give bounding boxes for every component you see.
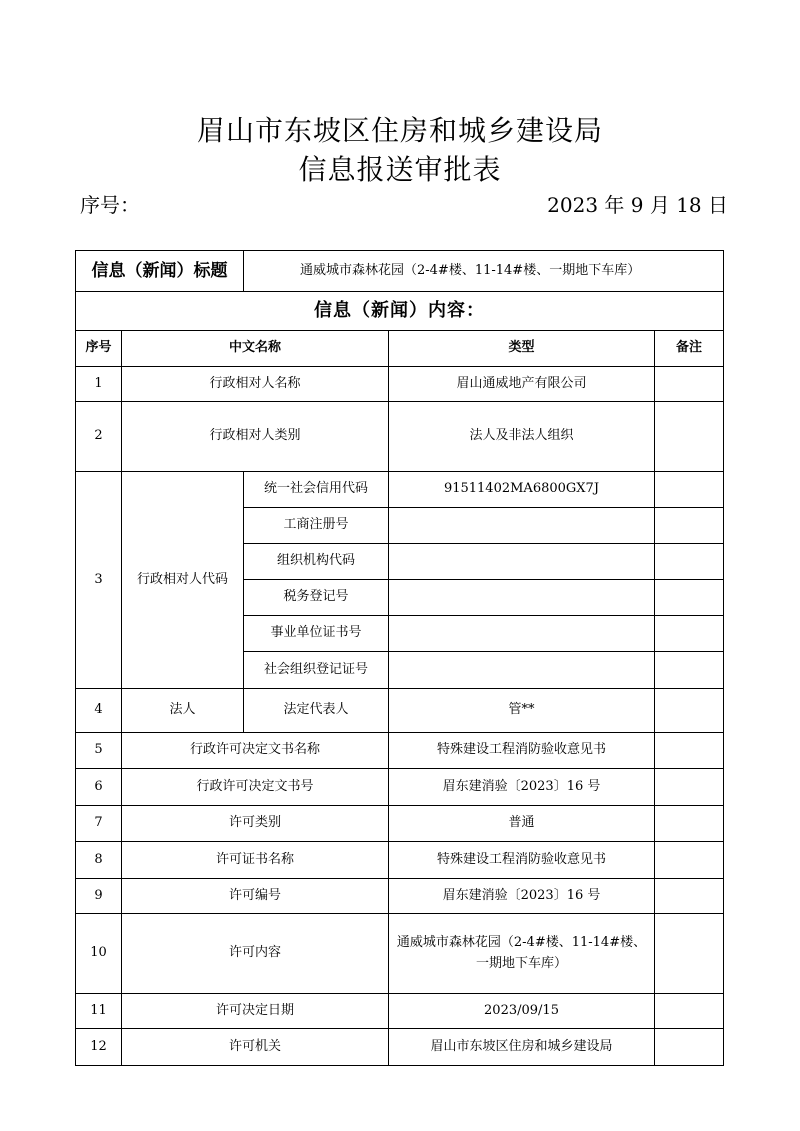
row-no: 12 <box>76 1029 122 1066</box>
document-title: 眉山市东坡区住房和城乡建设局 <box>196 114 603 147</box>
content-heading: 信息（新闻）内容： <box>76 292 724 331</box>
row-value: 普通 <box>389 806 655 842</box>
row-no: 7 <box>76 806 122 842</box>
subrow-value <box>389 580 655 616</box>
row-no: 3 <box>76 472 122 689</box>
row-name: 许可内容 <box>122 914 389 994</box>
col-header-remark: 备注 <box>655 331 724 367</box>
row-no: 2 <box>76 402 122 472</box>
row-remark <box>655 769 724 806</box>
subrow-name: 工商注册号 <box>244 508 389 544</box>
row-name: 许可证书名称 <box>122 842 389 879</box>
row-name: 法人 <box>122 689 244 733</box>
table-row <box>76 769 724 806</box>
row-name: 行政相对人代码 <box>122 472 244 689</box>
table-row <box>76 1029 724 1066</box>
content-heading-row <box>76 292 724 331</box>
row-remark <box>655 616 724 652</box>
table-row <box>76 806 724 842</box>
title-value: 通威城市森林花园（2-4#楼、11-14#楼、一期地下车库） <box>244 251 724 292</box>
table-row <box>76 842 724 879</box>
subrow-value <box>389 508 655 544</box>
row-value: 特殊建设工程消防验收意见书 <box>389 733 655 769</box>
table-row <box>76 472 724 508</box>
table-row <box>76 879 724 914</box>
row-value: 管** <box>389 689 655 733</box>
row-value <box>389 914 655 994</box>
serial-number-label: 序号： <box>80 193 140 217</box>
row-remark <box>655 367 724 402</box>
row-no: 5 <box>76 733 122 769</box>
subrow-name: 社会组织登记证号 <box>244 652 389 689</box>
row-value-line: 通威城市森林花园（2-4#楼、11-14#楼、 <box>396 935 647 951</box>
table-row <box>76 402 724 472</box>
row-remark <box>655 914 724 994</box>
subrow-name: 统一社会信用代码 <box>244 472 389 508</box>
approval-form-table <box>75 250 724 1066</box>
table-row <box>76 914 724 994</box>
row-remark <box>655 544 724 580</box>
subrow-name: 税务登记号 <box>244 580 389 616</box>
col-header-no: 序号 <box>76 331 122 367</box>
row-value: 眉山通威地产有限公司 <box>389 367 655 402</box>
row-name: 许可类别 <box>122 806 389 842</box>
subrow-value <box>389 652 655 689</box>
document-subtitle: 信息报送审批表 <box>298 153 502 186</box>
row-value: 眉东建消验〔2023〕16 号 <box>389 769 655 806</box>
row-remark <box>655 806 724 842</box>
row-no: 11 <box>76 994 122 1029</box>
subrow-value <box>389 544 655 580</box>
row-value: 特殊建设工程消防验收意见书 <box>389 842 655 879</box>
table-row <box>76 733 724 769</box>
row-no: 10 <box>76 914 122 994</box>
row-name: 行政相对人类别 <box>122 402 389 472</box>
subrow-name: 法定代表人 <box>244 689 389 733</box>
row-remark <box>655 402 724 472</box>
row-value: 法人及非法人组织 <box>389 402 655 472</box>
row-no: 1 <box>76 367 122 402</box>
row-value-line: 一期地下车库） <box>475 955 567 971</box>
subrow-name: 组织机构代码 <box>244 544 389 580</box>
col-header-name: 中文名称 <box>122 331 389 367</box>
row-value: 2023/09/15 <box>389 994 655 1029</box>
row-remark <box>655 1029 724 1066</box>
row-no: 9 <box>76 879 122 914</box>
row-name: 行政许可决定文书名称 <box>122 733 389 769</box>
row-name: 许可机关 <box>122 1029 389 1066</box>
subrow-value <box>389 616 655 652</box>
subrow-value: 91511402MA6800GX7J <box>389 472 655 508</box>
row-remark <box>655 994 724 1029</box>
row-no: 8 <box>76 842 122 879</box>
row-remark <box>655 652 724 689</box>
table-row <box>76 367 724 402</box>
row-remark <box>655 842 724 879</box>
row-no: 4 <box>76 689 122 733</box>
row-name: 许可决定日期 <box>122 994 389 1029</box>
table-row <box>76 994 724 1029</box>
row-remark <box>655 879 724 914</box>
document-date: 2023 年 9 月 18 日 <box>547 193 728 217</box>
col-header-type: 类型 <box>389 331 655 367</box>
row-value: 眉山市东坡区住房和城乡建设局 <box>389 1029 655 1066</box>
column-header-row <box>76 331 724 367</box>
row-value: 眉东建消验〔2023〕16 号 <box>389 879 655 914</box>
row-remark <box>655 689 724 733</box>
row-remark <box>655 580 724 616</box>
title-label: 信息（新闻）标题 <box>76 251 244 292</box>
row-remark <box>655 472 724 508</box>
row-name: 许可编号 <box>122 879 389 914</box>
table-row <box>76 689 724 733</box>
title-row <box>76 251 724 292</box>
row-no: 6 <box>76 769 122 806</box>
row-remark <box>655 508 724 544</box>
subrow-name: 事业单位证书号 <box>244 616 389 652</box>
row-name: 行政许可决定文书号 <box>122 769 389 806</box>
row-remark <box>655 733 724 769</box>
row-name: 行政相对人名称 <box>122 367 389 402</box>
